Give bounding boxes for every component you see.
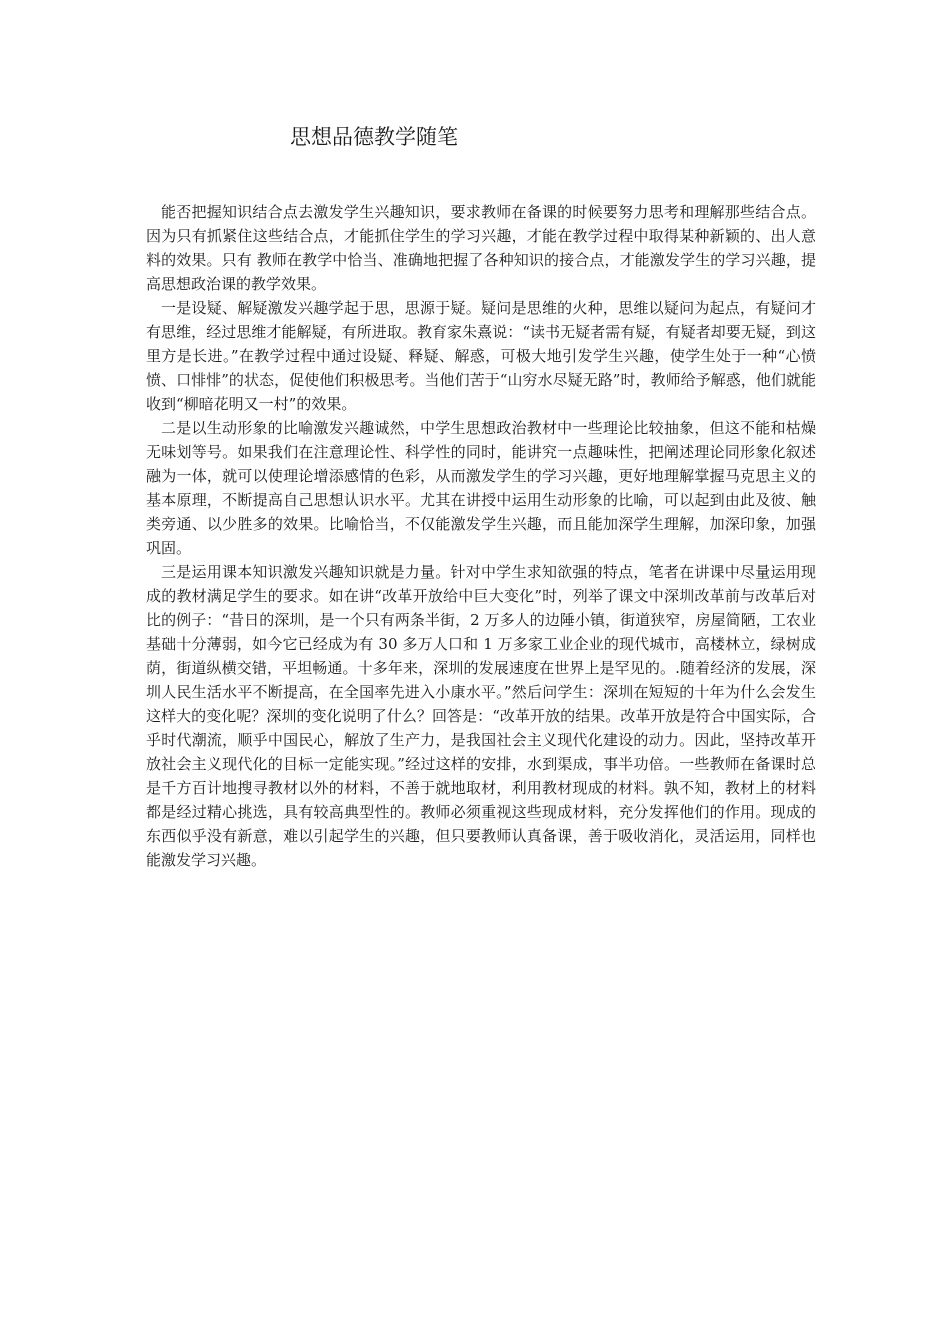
- paragraph-metaphor: 二是以生动形象的比喻激发兴趣诚然，中学生思想政治教材中一些理论比较抽象，但这不能和枯燥 无味划等号。如果我们在注意理论性、科学性的同时，能讲究一点趣味性，把阐述理论同形象化叙述融为一体，就可以使理论增添感情的色彩，从而激发学生的学习兴趣，更好地理解掌握马克思主义的基本原理，不断提高自己思想认识水平。尤其在讲授中运用生动形象的比喻，可以起到由此及彼、触类旁通、以少胜多的效果。比喻恰当，不仅能激发学生兴趣，而且能加深学生理解，加深印象，加强巩固。: [146, 419, 816, 557]
- paragraph-doubt: 一是设疑、解疑激发兴趣学起于思，思源于疑。疑问是思维的火种，思维以疑问为起点，有疑问才有思维，经过思维才能解疑，有所进取。教育家朱熹说：“读书无疑者需有疑，有疑者却要无疑，到这里方是长进。”在教学过程中通过设疑、释疑、解惑，可极大地引发学生兴趣，使学生处于一种“心愤愤、口悱悱”的状态，促使他们积极思考。当他们苦于“山穷水尽疑无路”时，教师给予解惑，他们就能收到“柳暗花明又一村”的效果。: [146, 299, 816, 413]
- paragraph-textbook: 三是运用课本知识激发兴趣知识就是力量。针对中学生求知欲强的特点，笔者在讲课中尽量运用现成的教材满足学生的要求。如在讲“改革开放给中巨大变化”时，列举了课文中深圳改革前与改革后对比的例子：“昔日的深圳，是一个只有两条半街，2 万多人的边陲小镇，街道狭窄，房屋简陋，工农业基础十分薄弱，如今它已经成为有 30 多万人口和 1 万多家工业企业的现代城市，高楼林立，绿树成荫，街道纵横交错，平坦畅通。十多年来，深圳的发展速度在世界上是罕见的。.随着经济的发展，深圳人民生活水平不断提高，在全国率先进入小康水平。”然后问学生：深圳在短短的十年为什么会发生这样大的变化呢？深圳的变化说明了什么？回答是：“改革开放的结果。改革开放是符合中国实际，合乎时代潮流，顺乎中国民心，解放了生产力，是我国社会主义现代化建设的动力。因此，坚持改革开放社会主义现代化的目标一定能实现。”经过这样的安排，水到渠成，事半功倍。一些教师在备课时总是千方百计地搜寻教材以外的材料，不善于就地取材，利用教材现成的材料。孰不知，教材上的材料都是经过精心挑选，具有较高典型性的。教师必须重视这些现成材料，充分发挥他们的作用。现成的东西似乎没有新意，难以引起学生的兴趣，但只要教师认真备课，善于吸收消化，灵活运用，同样也能激发学习兴趣。: [146, 563, 816, 869]
- document-body: [146, 200, 816, 872]
- paragraph-intro: 能否把握知识结合点去激发学生兴趣知识，要求教师在备课的时候要努力思考和理解那些结合点。因为只有抓紧住这些结合点，才能抓住学生的学习兴趣，才能在教学过程中取得某种新颖的、出人意料的效果。只有 教师在教学中恰当、准确地把握了各种知识的接合点，才能激发学生的学习兴趣，提高思想政治课的教学效果。: [146, 203, 816, 293]
- document-title: 思想品德教学随笔: [290, 125, 458, 149]
